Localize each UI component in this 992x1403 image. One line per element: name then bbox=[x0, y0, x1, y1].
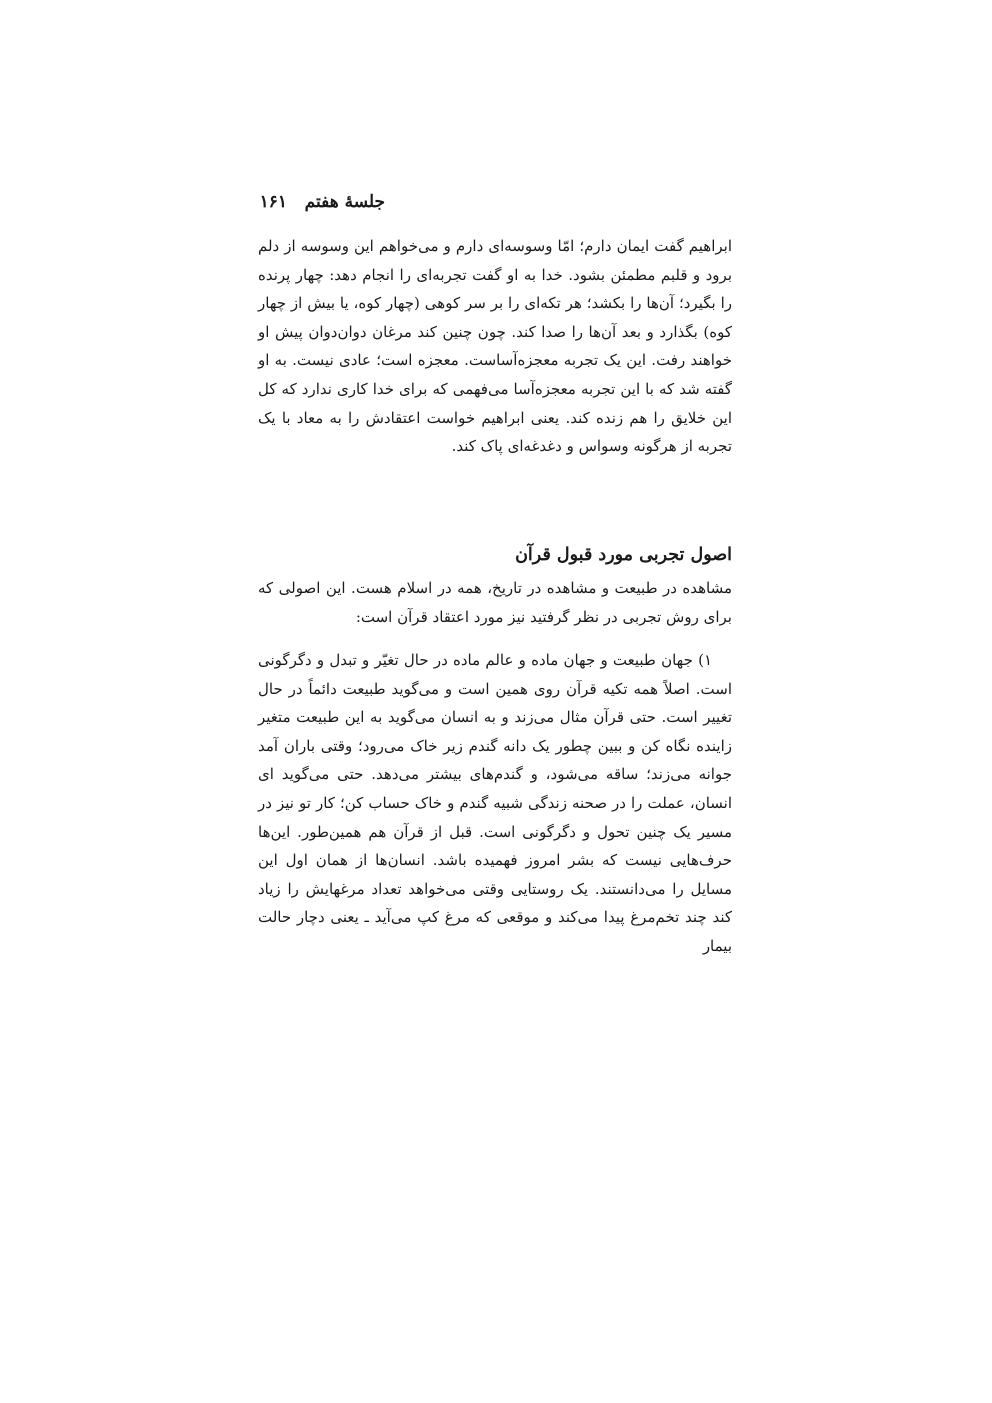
page-header bbox=[258, 192, 732, 222]
paragraph-observation bbox=[258, 574, 732, 631]
paragraph-text: مشاهده در طبیعت و مشاهده در تاریخ، همه در اسلام هست. این اصولی که برای روش تجربی در نظر گرفتید نیز مورد اعتقاد قرآن است: bbox=[258, 579, 732, 626]
running-head: جلسهٔ هفتم bbox=[304, 192, 385, 212]
paragraph-abraham-story bbox=[258, 232, 732, 461]
paragraph-text: ابراهیم گفت ایمان دارم؛ امّا وسوسه‌ای دارم و می‌خواهم این وسوسه از دلم برود و قلبم مطمئن بشود. خدا به او گفت تجربه‌ای را انجام دهد: چهار پرنده را بگیرد؛ آن‌ها را بکشد؛ هر تکه‌ای را بر سر کوهی (چهار کوه، یا بیش از چهار کوه) بگذارد و بعد آن‌ها را صدا کند. چون چنین کند مرغان دوان‌دوان پیش او خواهند رفت. این یک تجربه معجزه‌آساست. معجزه است؛ عادی نیست. به او گفته شد که با این تجربه معجزه‌آسا می‌فهمی که برای خدا کاری ندارد که کل این خلایق را هم زنده کند. یعنی ابراهیم خواست اعتقادش را به معاد با یک تجربه از هرگونه وسواس و دغدغه‌ای پاک کند. bbox=[258, 237, 732, 456]
section-heading: اصول تجربی مورد قبول قرآن bbox=[515, 545, 732, 565]
paragraph-principle-one bbox=[258, 646, 732, 961]
paragraph-text: ۱) جهان طبیعت و جهان ماده و عالم ماده در حال تغیّر و تبدل و دگرگونی است. اصلاً همه تکیه قرآن روی همین است و می‌گوید طبیعت دائماً در حال تغییر است. حتی قرآن مثال می‌زند و به انسان می‌گوید به این طبیعت متغیر زاینده نگاه کن و ببین چطور یک دانه گندم زیر خاک می‌رود؛ وقتی باران آمد جوانه می‌زند؛ ساقه می‌شود، و گندم‌های بیشتر می‌دهد. حتی می‌گوید ای انسان، عملت را در صحنه زندگی شبیه گندم و خاک حساب کن؛ کار تو نیز در مسیر یک چنین تحول و دگرگونی است. قبل از قرآن هم همین‌طور. این‌ها حرف‌هایی نیست که بشر امروز فهمیده باشد. انسان‌ها از همان اول این مسایل را می‌دانستند. یک روستایی وقتی می‌خواهد تعداد مرغهایش را زیاد کند چند تخم‌مرغ پیدا می‌کند و موقعی که مرغ کپ می‌آید ـ یعنی دچار حالت بیمار bbox=[258, 651, 732, 955]
page-number: ۱۶۱ bbox=[259, 192, 287, 212]
